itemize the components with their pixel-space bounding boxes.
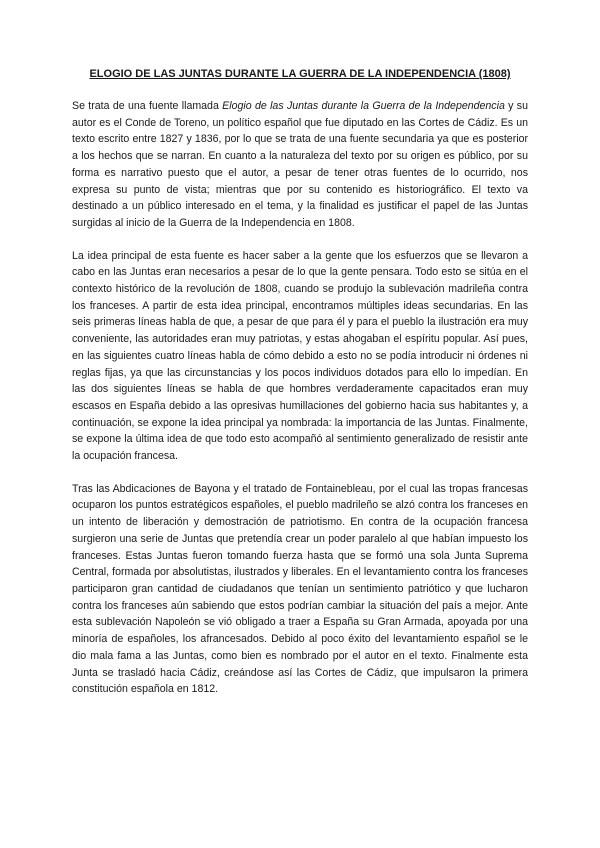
- paragraph-introduction: [72, 98, 528, 232]
- source-title-italic: Elogio de las Juntas durante la Guerra de la Independencia: [222, 100, 505, 112]
- paragraph-historical-context: Tras las Abdicaciones de Bayona y el tratado de Fontainebleau, por el cual las tropas francesas ocuparon los puntos estratégicos españoles, el pueblo madrileño se alzó contra los franceses en un intento de liberación y demostración de patriotismo. En contra de la ocupación francesa surgieron una serie de Juntas que pretendía crear un poder paralelo al que habían impuesto los franceses. Estas Juntas fueron tomando fuerza hasta que se formó una sola Junta Suprema Central, formada por absolutistas, ilustrados y liberales. En el levantamiento contra los franceses participaron gran cantidad de ciudadanos que tenían un sentimiento patriótico y que lucharon contra los franceses aún sabiendo que estos podrían cambiar la situación del país a mejor. Ante esta sublevación Napoleón se vió obligado a traer a España su Gran Armada, apoyada por una minoría de españoles, los afrancesados. Debido al poco éxito del levantamiento español se le dio mala fama a las Juntas, como bien es nombrado por el autor en el texto. Finalmente esta Junta se trasladó hacia Cádiz, creándose así las Cortes de Cádiz, que impulsaron la primera constitución española en 1812.: [72, 482, 528, 696]
- paragraph-introduction-start: Se trata de una fuente llamada: [72, 100, 223, 112]
- paragraph-main-idea: La idea principal de esta fuente es hacer saber a la gente que los esfuerzos que se llevaron a cabo en las Juntas eran necesarios a pesar de lo que la gente pensara. Todo esto se sitúa en el contexto histórico de la revolución de 1808, cuando se produjo la sublevación madrileña contra los franceses. A partir de esta idea principal, encontramos múltiples ideas secundarias. En las seis primeras líneas habla de que, a pesar de que para él y para el pueblo la ilustración era muy conveniente, las autoridades eran muy patriotas, y estas ahogaban el espíritu popular. Así pues, en las siguientes cuatro líneas habla de cómo debido a esto no se podía introducir ni órdenes ni reglas fijas, ya que las circunstancias y los pocos individuos dotados para ello lo impedían. En las dos siguientes líneas se habla de que hombres verdaderamente capacitados eran muy escasos en España debido a las opresivas humillaciones del gobierno hacia sus habitantes y, a continuación, se expone la idea principal ya nombrada: la importancia de las Juntas. Finalmente, se expone la última idea de que todo esto acompañó al sentimiento generalizado de resistir ante la ocupación francesa.: [72, 249, 528, 463]
- document-title: ELOGIO DE LAS JUNTAS DURANTE LA GUERRA DE LA INDEPENDENCIA (1808): [89, 68, 511, 80]
- paragraph-introduction-rest: y su autor es el Conde de Toreno, un político español que fue diputado en las Cortes de Cádiz. Es un texto escrito entre 1827 y 1836, por lo que se trata de una fuente secundaria ya que es posterior a los hechos que se narran. En cuanto a la naturaleza del texto por su origen es público, por su forma es narrativo puesto que el autor, a pesar de tener otras fuentes de lo ocurrido, nos expresa su punto de vista; mientras que por su contenido es historiográfico. El texto va destinado a un público interesado en el tema, y la finalidad es justificar el papel de las Juntas surgidas al inicio de la Guerra de la Independencia en 1808.: [72, 100, 528, 229]
